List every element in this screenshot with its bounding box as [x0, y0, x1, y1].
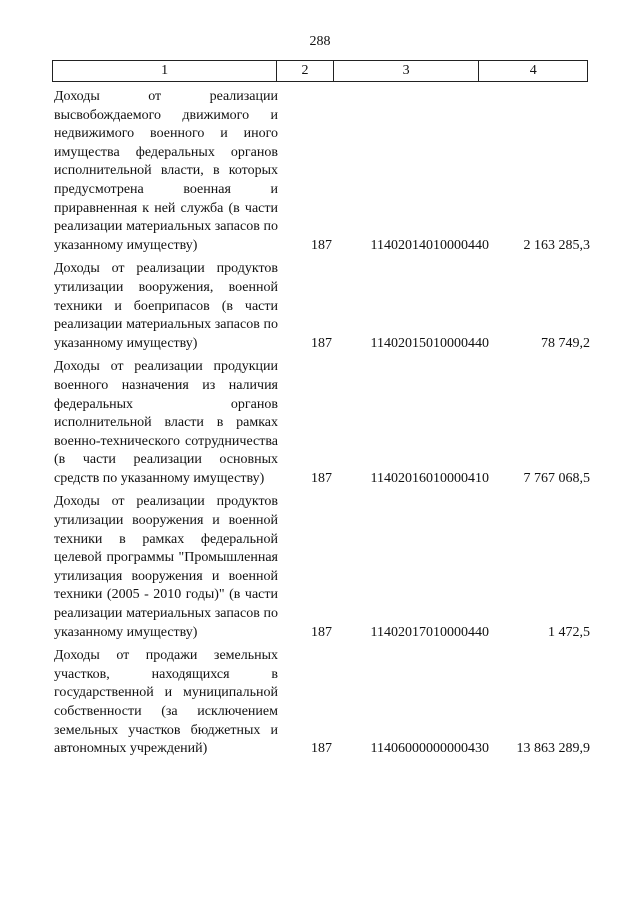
table-row	[54, 88, 590, 255]
header-col-3: 3	[334, 61, 479, 81]
row-amount: 13 863 289,9	[516, 741, 590, 757]
row-admin-code: 187	[311, 237, 332, 253]
row-kbk-code: 11402014010000440	[370, 237, 489, 253]
row-amount: 2 163 285,3	[523, 237, 590, 253]
table-row	[54, 260, 590, 353]
header-col-2: 2	[277, 61, 334, 81]
row-kbk-code: 11402017010000440	[370, 624, 489, 640]
table-row	[54, 358, 590, 488]
header-col-1: 1	[53, 61, 277, 81]
table-body	[54, 88, 590, 764]
row-kbk-code: 11402015010000440	[370, 335, 489, 351]
row-kbk-code: 11402016010000410	[370, 470, 489, 486]
row-admin-code: 187	[311, 741, 332, 757]
page-number: 288	[309, 34, 331, 49]
row-amount: 78 749,2	[541, 335, 590, 351]
row-description: Доходы от реализации высвобождаемого движимого и недвижимого военного и иного имущества федеральных органов исполнительной власти, в которых предусмотрена военная и приравненная к ней служба (в части реализации материальных запасов по указанному имуществу)	[54, 89, 278, 253]
row-description: Доходы от реализации продуктов утилизации вооружения и военной техники в рамках федеральной целевой программы "Промышленная утилизация вооружения и военной техники (2005 - 2010 годы)" (в части реализации материальных запасов по указанному имуществу)	[54, 494, 278, 640]
row-amount: 1 472,5	[548, 624, 590, 640]
row-description: Доходы от реализации продуктов утилизации вооружения, военной техники и боеприпасов (в части реализации материальных запасов по указанному имуществу)	[54, 261, 278, 351]
table-header	[52, 60, 588, 82]
table-row	[54, 493, 590, 642]
row-kbk-code: 11406000000000430	[370, 741, 489, 757]
row-amount: 7 767 068,5	[523, 470, 590, 486]
table-row	[54, 647, 590, 759]
row-description: Доходы от продажи земельных участков, находящихся в государственной и муниципальной собственности (за исключением земельных участков бюджетных и автономных учреждений)	[54, 648, 278, 757]
row-admin-code: 187	[311, 335, 332, 351]
row-admin-code: 187	[311, 624, 332, 640]
header-col-4: 4	[529, 63, 537, 78]
row-description: Доходы от реализации продукции военного назначения из наличия федеральных органов исполнительной власти в рамках военно-технического сотрудничества (в части реализации основных средств по указанному имуществу)	[54, 359, 278, 486]
row-admin-code: 187	[311, 470, 332, 486]
